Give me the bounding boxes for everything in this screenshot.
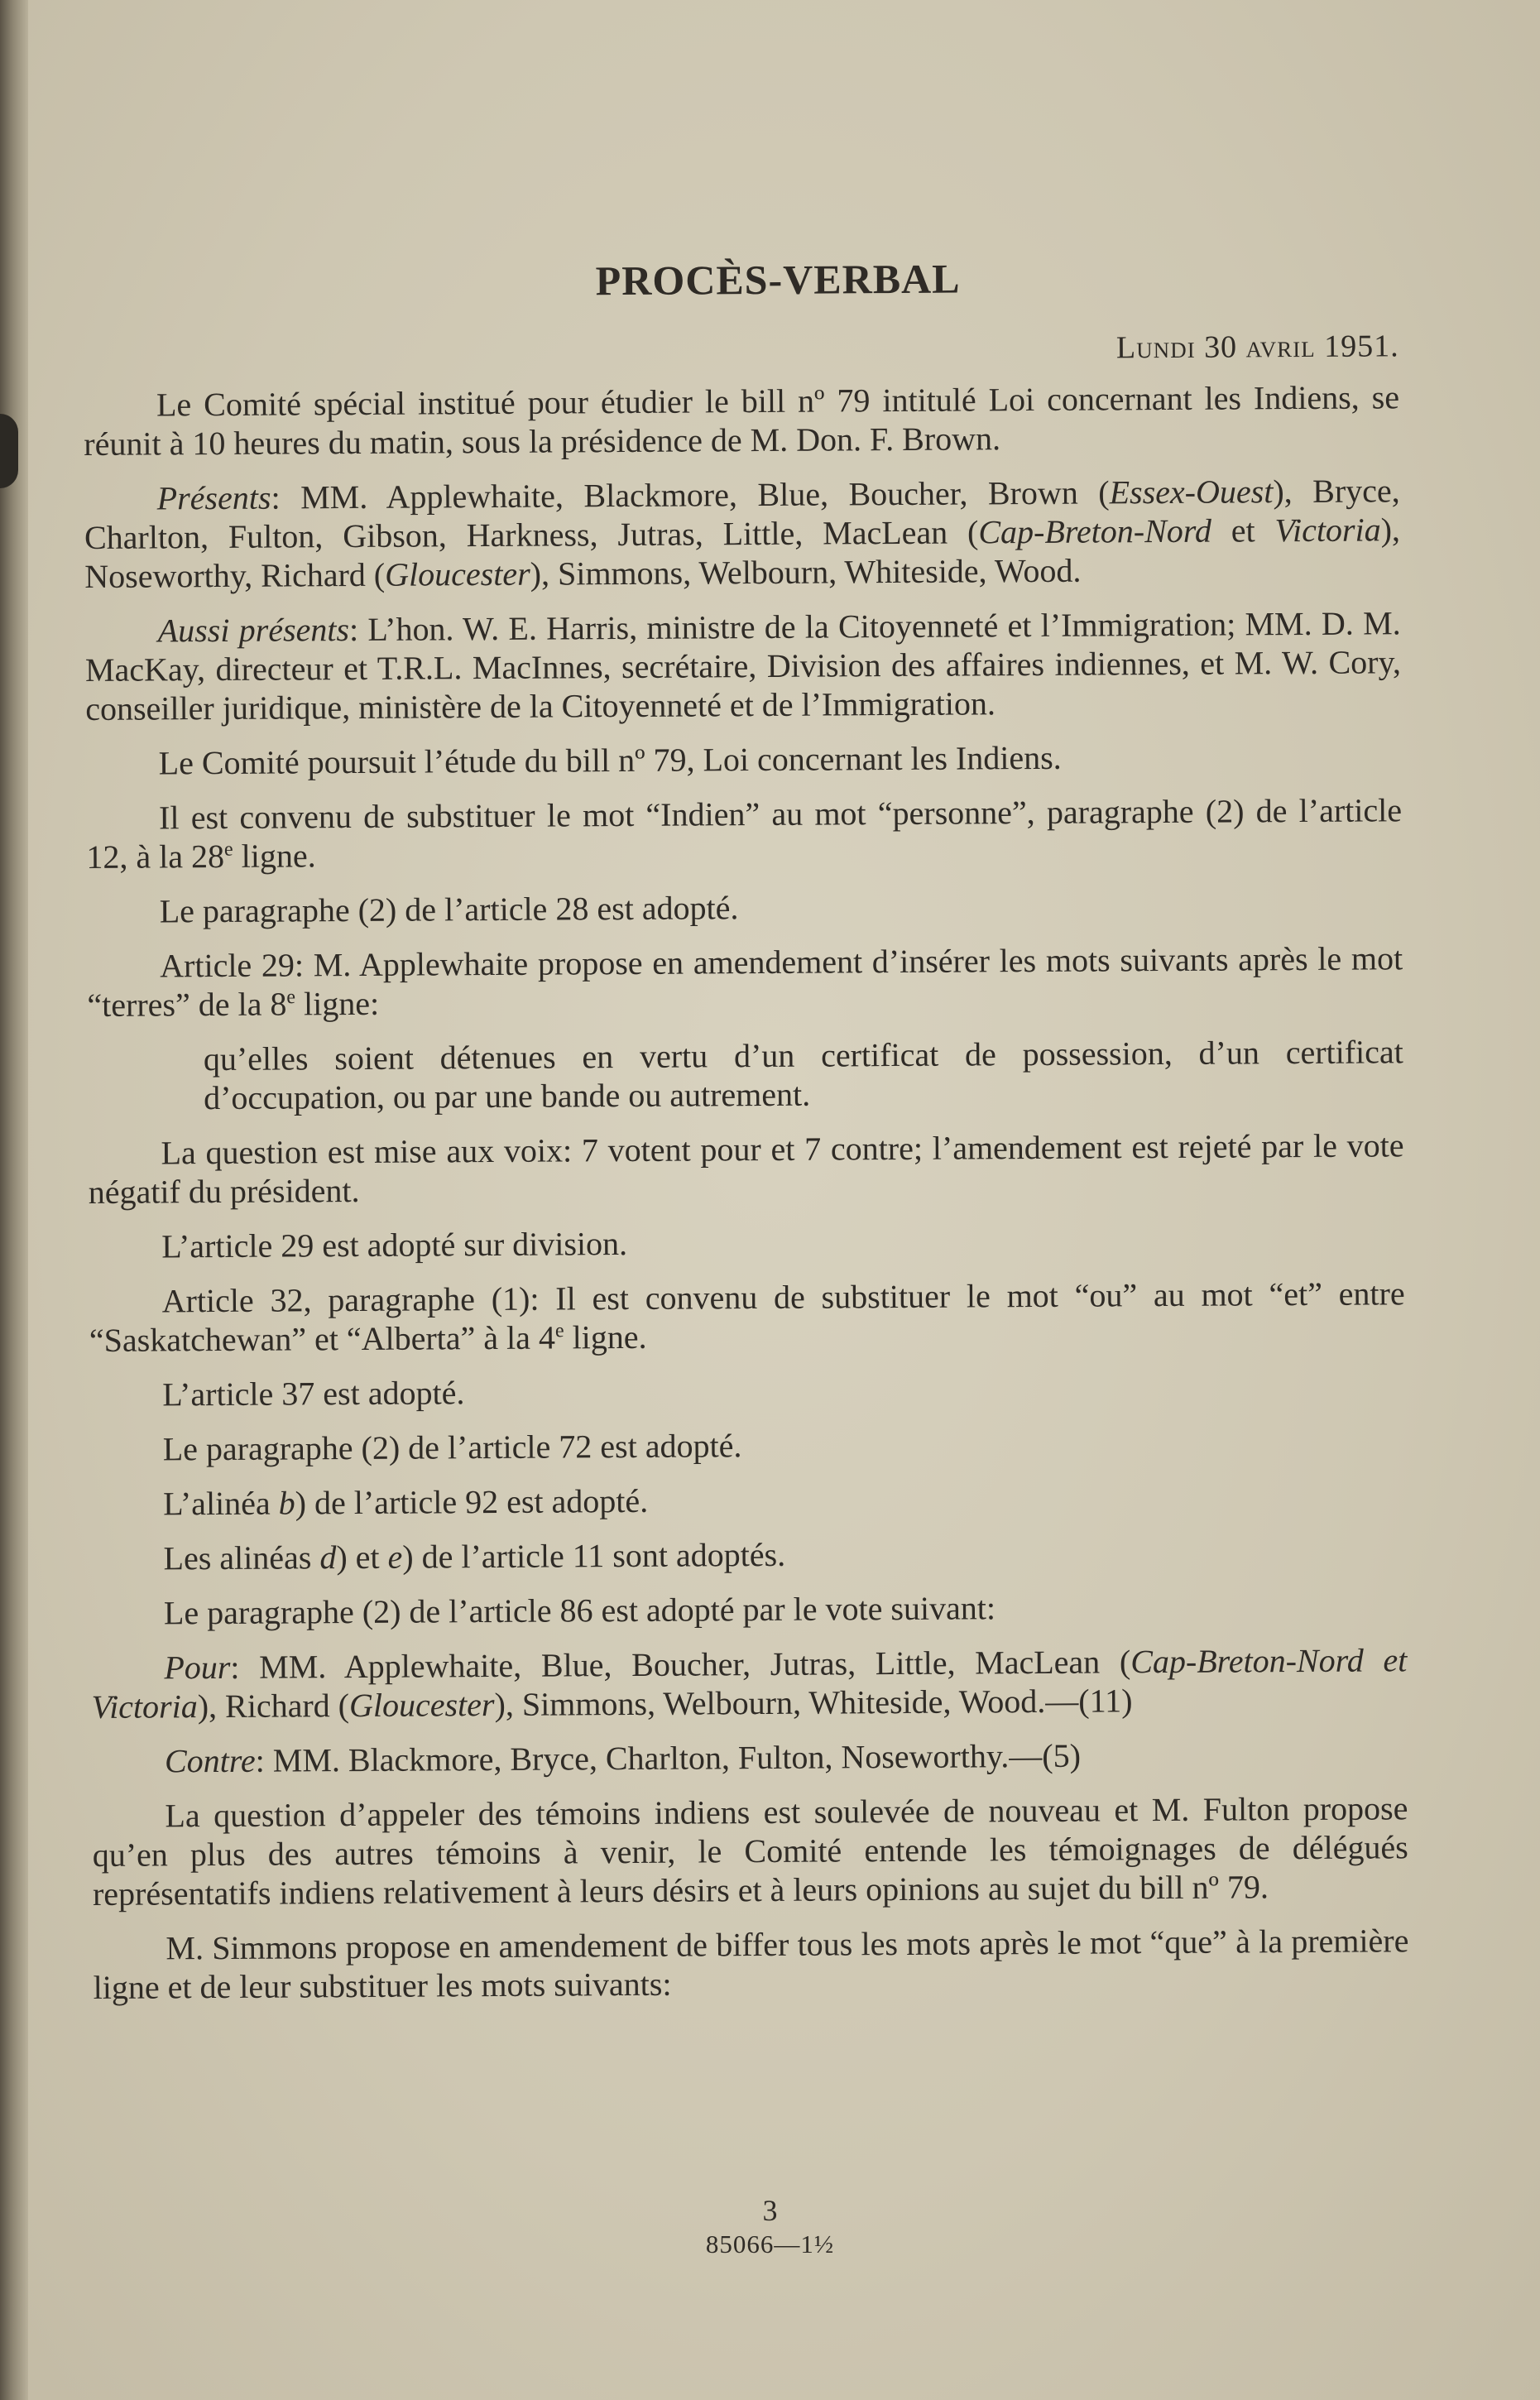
paragraph-article-32: Article 32, paragraphe (1): Il est convenu de substituer le mot “ou” au mot “et” entre “Saskatchewan” et “Alberta” à la 4e ligne.	[89, 1274, 1405, 1359]
page-number: 3	[762, 2194, 778, 2227]
paragraph-indian-witnesses: La question d’appeler des témoins indiens est soulevée de nouveau et M. Fulton propose qu’en plus des autres témoins à venir, le Comité entende les témoignages de délégués représentatifs indiens relativement à leurs désirs et à leurs opinions au sujet du bill nº 79.	[92, 1789, 1408, 1913]
vote-for: Pour: MM. Applewhaite, Blue, Boucher, Jutras, Little, MacLean (Cap-Breton-Nord et Victoria), Richard (Gloucester), Simmons, Welbourn, Whiteside, Wood.—(11)	[91, 1641, 1408, 1726]
paragraph-simmons-amendment: M. Simmons propose en amendement de biffer tous les mots après le mot “que” à la première ligne et de leur substituer les mots suivants:	[93, 1922, 1409, 2006]
paragraph-article-11: Les alinéas d) et e) de l’article 11 sont adoptés.	[163, 1535, 786, 1577]
vote-against: Contre: MM. Blackmore, Bryce, Charlton, Fulton, Noseworthy.—(5)	[164, 1736, 1082, 1780]
paragraph-article-29-adopted: L’article 29 est adopté sur division.	[161, 1225, 628, 1265]
paragraph-substitution-12: Il est convenu de substituer le mot “Indien” au mot “personne”, paragraphe (2) de l’article 12, à la 28e ligne.	[86, 791, 1403, 876]
amendment-quote: qu’elles soient détenues en vertu d’un certificat de possession, d’un certificat d’occupation, ou par une bande ou autrement.	[203, 1033, 1403, 1117]
paragraph-article-28: Le paragraphe (2) de l’article 28 est adopté.	[159, 889, 739, 930]
meeting-date: Lundi 30 avril 1951.	[1115, 329, 1399, 366]
paragraph-article-86: Le paragraphe (2) de l’article 86 est adopté par le vote suivant:	[163, 1589, 996, 1632]
paragraph-study-bill: Le Comité poursuit l’étude du bill nº 79, Loi concernant les Indiens.	[158, 738, 1062, 782]
paragraph-opening: Le Comité spécial institué pour étudier le bill nº 79 intitulé Loi concernant les Indiens, se réunit à 10 heures du matin, sous la présidence de M. Don. F. Brown.	[84, 378, 1400, 463]
book-spine-shadow	[0, 0, 28, 2400]
paragraph-vote-result: La question est mise aux voix: 7 votent pour et 7 contre; l’amendement est rejeté par le vote négatif du président.	[88, 1126, 1404, 1211]
paragraph-article-72: Le paragraphe (2) de l’article 72 est adopté.	[162, 1427, 742, 1468]
paragraph-article-92: L’alinéa b) de l’article 92 est adopté.	[163, 1481, 649, 1523]
print-code: 85066—1½	[705, 2230, 835, 2258]
page-title: PROCÈS-VERBAL	[595, 255, 961, 305]
paragraph-article-37: L’article 37 est adopté.	[162, 1374, 465, 1414]
binding-mark	[0, 414, 18, 488]
minutes-body	[83, 257, 1409, 2023]
paragraph-article-29-amendment: Article 29: M. Applewhaite propose en amendement d’insérer les mots suivants après le mot “terres” de la 8e ligne:	[87, 939, 1403, 1024]
paragraph-also-present: Aussi présents: L’hon. W. E. Harris, ministre de la Citoyenneté et l’Immigration; MM. D. M. MacKay, directeur et T.R.L. MacInnes, secrétaire, Division des affaires indiennes, et M. W. Cory, conseiller juridique, ministère de la Citoyenneté et de l’Immigration.	[84, 604, 1402, 727]
paragraph-present-members: Présents: MM. Applewhaite, Blackmore, Blue, Boucher, Brown (Essex-Ouest), Bryce, Charlton, Fulton, Gibson, Harkness, Jutras, Little, MacLean (Cap-Breton-Nord et Victoria), Noseworthy, Richard (Gloucester), Simmons, Welbourn, Whiteside, Wood.	[84, 472, 1401, 595]
